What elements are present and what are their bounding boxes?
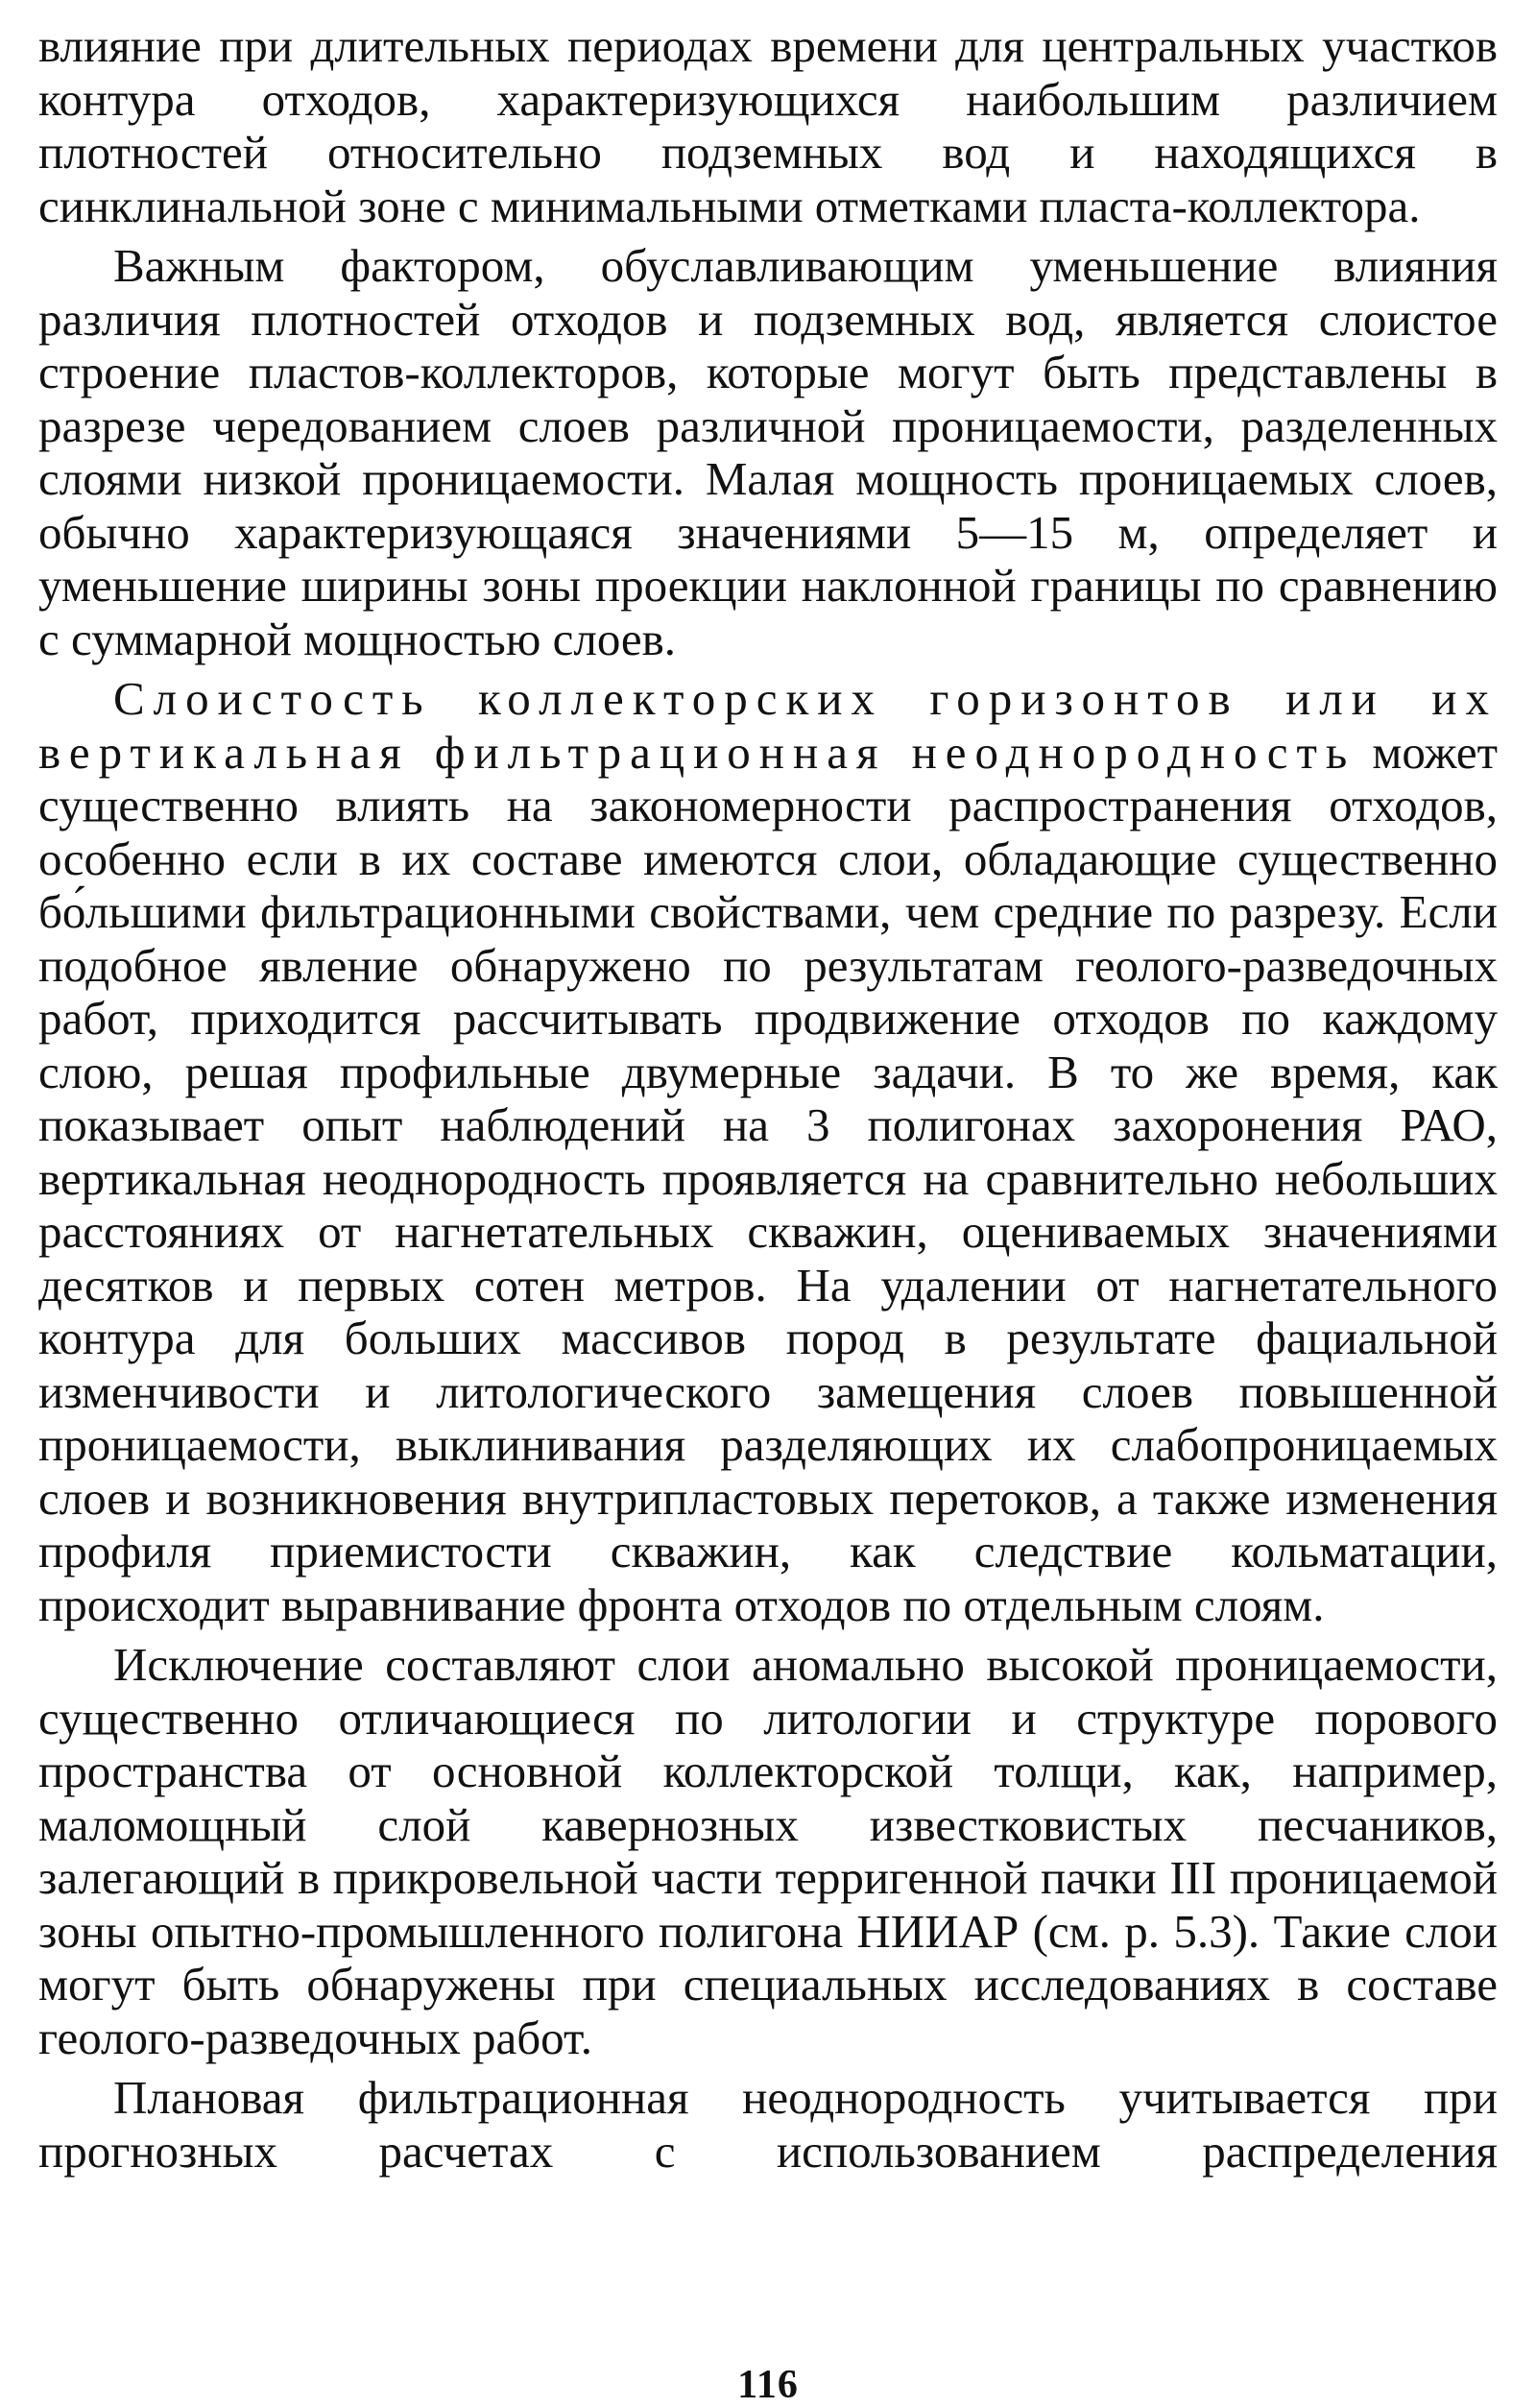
paragraph-vertical-heterogeneity <box>38 672 1498 1631</box>
page-number: 116 <box>737 2363 799 2407</box>
spaced-emphasis-term: Слоистость коллекторских горизонтов или их вертикальная фильтрационная неоднородность <box>38 672 1498 779</box>
paragraph-density-factor: Важным фактором, обуславливающим уменьшение влияния различия плотностей отходов и подземных вод, является слоистое строение пластов-коллекторов, которые могут быть представлены в разрезе чередованием слоев различной проницаемости, разделенных слоями низкой проницаемости. Малая мощность проницаемых слоев, обычно характеризующаяся значениями 5—15 м, определяет и уменьшение ширины зоны проекции наклонной границы по сравнению с суммарной мощностью слоев. <box>38 239 1498 665</box>
paragraph-continuation: влияние при длительных периодах времени для центральных участков контура отходов, характеризующихся наибольшим различием плотностей относительно подземных вод и находящихся в синклинальной зоне с минимальными отметками пласта-коллектора. <box>38 19 1498 232</box>
paragraph-exceptions: Исключение составляют слои аномально высокой проницаемости, существенно отличающиеся по литологии и структуре порового пространства от основной коллекторской толщи, как, например, маломощный слой кавернозных известковистых песчаников, залегающий в прикровельной части терригенной пачки III проницаемой зоны опытно-промышленного полигона НИИАР (см. р. 5.3). Такие слои могут быть обнаружены при специальных исследованиях в составе геолого-разведочных работ. <box>38 1638 1498 2064</box>
paragraph-planar-heterogeneity: Плановая фильтрационная неоднородность учитывается при прогнозных расчетах с использованием распределения <box>38 2071 1498 2178</box>
document-page <box>38 19 1498 2408</box>
paragraph-body: может существенно влиять на закономерности распространения отходов, особенно если в их составе имеются слои, обладающие существенно бо́льшими фильтрационными свойствами, чем средние по разрезу. Если подобное явление обнаружено по результатам геолого-разведочных работ, приходится рассчитывать продвижение отходов по каждому слою, решая профильные двумерные задачи. В то же время, как показывает опыт наблюдений на 3 полигонах захоронения РАО, вертикальная неоднородность проявляется на сравнительно небольших расстояниях от нагнетательных скважин, оцениваемых значениями десятков и первых сотен метров. На удалении от нагнетательного контура для больших массивов пород в результате фациальной изменчивости и литологического замещения слоев повышенной проницаемости, выклинивания разделяющих их слабопроницаемых слоев и возникновения внутрипластовых перетоков, а также изменения профиля приемистости скважин, как следствие кольматации, происходит выравнивание фронта отходов по отдельным слоям. <box>38 725 1498 1631</box>
